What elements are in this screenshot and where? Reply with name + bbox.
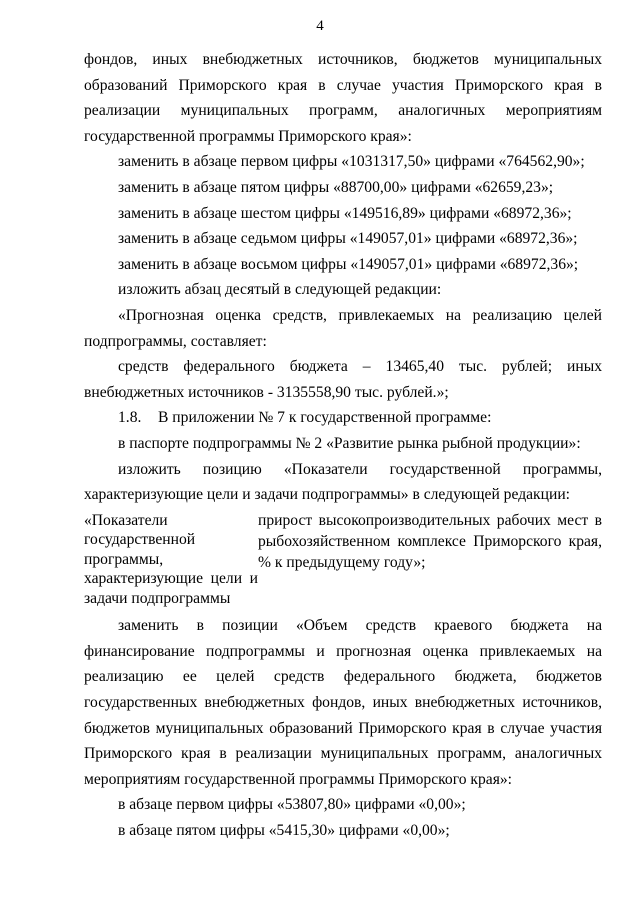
quote-paragraph-2: средств федерального бюджета – 13465,40 тыс. рублей; иных внебюджетных источников - 3135558,90 тыс. рублей.»; xyxy=(84,358,602,401)
position-name-line: характеризующие цели и xyxy=(84,570,258,588)
position-name-line: «Показатели xyxy=(84,511,168,529)
replace-line-5: заменить в абзаце восьмом цифры «149057,01» цифрами «68972,36»; xyxy=(118,255,579,273)
replace-line-1: заменить в абзаце первом цифры «1031317,50» цифрами «764562,90»; xyxy=(118,153,585,171)
item-number: 1.8. xyxy=(118,409,142,427)
sub-line-1: в абзаце первом цифры «53807,80» цифрами «0,00»; xyxy=(118,796,466,814)
item-1-8 xyxy=(84,405,602,431)
position-intro: изложить позицию «Показатели государственной программы, характеризующие цели и задачи подпрограммы» в следующей редакции: xyxy=(84,460,602,504)
position-name-line: задачи подпрограммы xyxy=(84,589,231,607)
replace-line-4: заменить в абзаце седьмом цифры «149057,01» цифрами «68972,36»; xyxy=(118,230,578,248)
paragraph-continuation: фондов, иных внебюджетных источников, бюджетов муниципальных образований Приморского края в случае участия Приморского края в реализации муниципальных программ, аналогичных мероприятиям государственной программы Приморского края»: xyxy=(84,51,602,145)
document-body xyxy=(84,47,602,844)
replace-intro: заменить в позиции «Объем средств краевого бюджета на финансирование подпрограммы и прогнозная оценка привлекаемых на реализацию ее целей средств федерального бюджета, бюджетов государственных внебюджетных фондов, иных внебюджетных источников, бюджетов муниципальных образований Приморского края в случае участия Приморского края в реализации муниципальных программ, аналогичных мероприятиям государственной программы Приморского края»: xyxy=(84,617,602,788)
position-name-line: государственной xyxy=(84,531,196,549)
replace-line-2: заменить в абзаце пятом цифры «88700,00» цифрами «62659,23»; xyxy=(118,178,554,196)
replace-line-3: заменить в абзаце шестом цифры «149516,89» цифрами «68972,36»; xyxy=(118,204,572,222)
replace-line-6: изложить абзац десятый в следующей редакции: xyxy=(118,281,442,299)
quote-paragraph-1: «Прогнозная оценка средств, привлекаемых на реализацию целей подпрограммы, составляет: xyxy=(84,306,602,350)
sub-line-2: в абзаце пятом цифры «5415,30» цифрами «0,00»; xyxy=(118,821,450,839)
item-text: В приложении № 7 к государственной программе: xyxy=(158,409,492,427)
position-name-cell xyxy=(84,508,258,609)
position-value-cell: прирост высокопроизводительных рабочих мест в рыбохозяйственном комплексе Приморского края, % к предыдущему году»; xyxy=(258,511,602,571)
passport-line: в паспорте подпрограммы № 2 «Развитие рынка рыбной продукции»: xyxy=(118,434,581,452)
page-number: 4 xyxy=(316,18,324,34)
position-table xyxy=(84,508,602,609)
position-name-line: программы, xyxy=(84,550,164,568)
